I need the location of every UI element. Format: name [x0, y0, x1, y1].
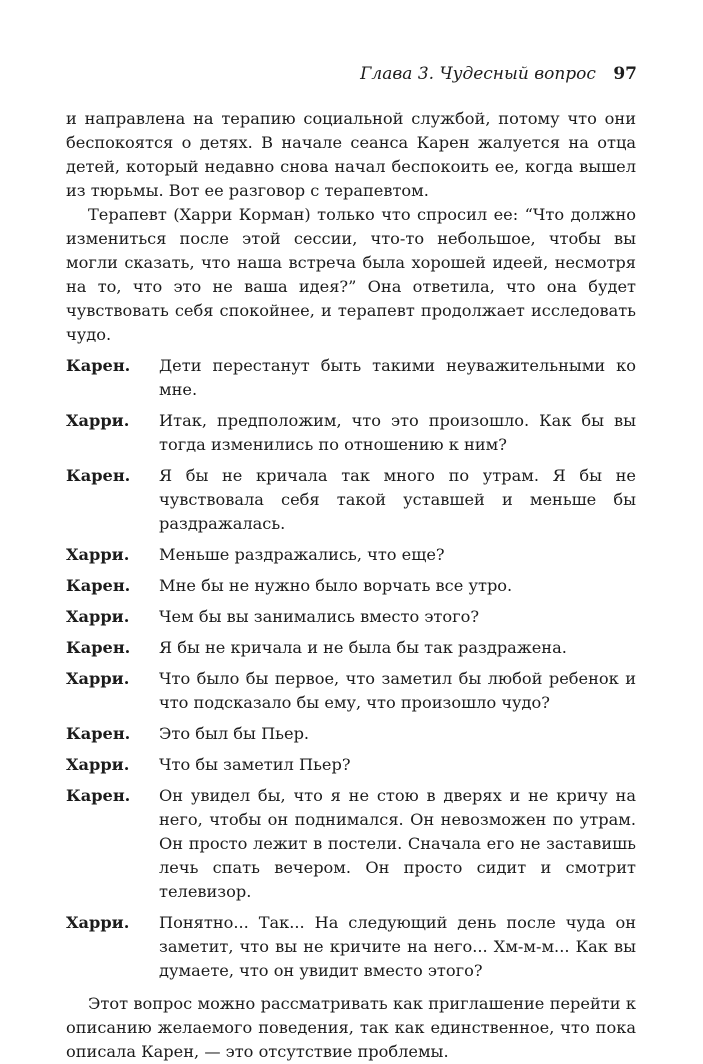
dialogue-turn [66, 911, 636, 983]
utterance-text: Он увидел бы, что я не стою в дверях и не кричу на него, чтобы он поднимался. Он невозможен по утрам. Он просто лежит в постели. Сначала его не заставишь лечь спать вечером. Он просто сидит и смотрит телевизор. [159, 786, 636, 901]
dialogue-turn [66, 409, 636, 457]
dialogue [66, 354, 636, 983]
paragraph: Этот вопрос можно рассматривать как приглашение перейти к описанию желаемого поведения, так как единственное, что пока описала Карен, — это отсутствие проблемы. [66, 994, 636, 1061]
utterance-text: Это был бы Пьер. [159, 724, 310, 743]
utterance-text: Мне бы не нужно было ворчать все утро. [159, 576, 513, 595]
speaker-name: Карен. [66, 638, 131, 657]
utterance-text: Понятно... Так... На следующий день после чуда он заметит, что вы не кричите на него... Хм-м-м... Как вы думаете, что он увидит вместо этого? [159, 913, 636, 980]
utterance-text: Меньше раздражались, что еще? [159, 545, 445, 564]
dialogue-turn [66, 784, 636, 904]
speaker-name: Харри. [66, 913, 130, 932]
speaker-name: Харри. [66, 411, 130, 430]
utterance-text: Что бы заметил Пьер? [159, 755, 351, 774]
speaker-name: Карен. [66, 576, 131, 595]
speaker-name: Харри. [66, 669, 130, 688]
page-header [360, 62, 637, 86]
utterance-text: Итак, предположим, что это произошло. Как бы вы тогда изменились по отношению к ним? [159, 411, 636, 454]
dialogue-turn [66, 667, 636, 715]
utterance-text: Я бы не кричала так много по утрам. Я бы не чувствовала себя такой уставшей и меньше бы раздражалась. [159, 466, 636, 533]
dialogue-turn [66, 543, 636, 567]
page-number: 97 [613, 64, 637, 84]
dialogue-turn [66, 753, 636, 777]
dialogue-turn [66, 574, 636, 598]
dialogue-turn [66, 354, 636, 402]
speaker-name: Карен. [66, 466, 131, 485]
paragraph: Терапевт (Харри Корман) только что спросил ее: “Что должно измениться после этой сессии, что-то небольшое, чтобы вы могли сказать, что наша встреча была хорошей идеей, несмотря на то, что это не ваша идея?” Она ответила, что она будет чувствовать себя спокойнее, и терапевт продолжает исследовать чудо. [66, 205, 636, 344]
dialogue-turn [66, 464, 636, 536]
page-body [66, 107, 636, 1064]
utterance-text: Чем бы вы занимались вместо этого? [159, 607, 480, 626]
speaker-name: Харри. [66, 607, 130, 626]
speaker-name: Карен. [66, 786, 131, 805]
utterance-text: Я бы не кричала и не была бы так раздражена. [159, 638, 567, 657]
utterance-text: Дети перестанут быть такими неуважительными ко мне. [159, 356, 636, 399]
speaker-name: Харри. [66, 545, 130, 564]
dialogue-turn [66, 636, 636, 660]
paragraph: и направлена на терапию социальной службой, потому что они беспокоятся о детях. В начале сеанса Карен жалуется на отца детей, который недавно снова начал беспокоить ее, когда вышел из тюрьмы. Вот ее разговор с терапевтом. [66, 109, 636, 200]
speaker-name: Карен. [66, 356, 131, 375]
utterance-text: Что было бы первое, что заметил бы любой ребенок и что подсказало бы ему, что произошло чудо? [159, 669, 636, 712]
speaker-name: Харри. [66, 755, 130, 774]
running-title: Глава 3. Чудесный вопрос [360, 64, 596, 84]
speaker-name: Карен. [66, 724, 131, 743]
dialogue-turn [66, 605, 636, 629]
dialogue-turn [66, 722, 636, 746]
